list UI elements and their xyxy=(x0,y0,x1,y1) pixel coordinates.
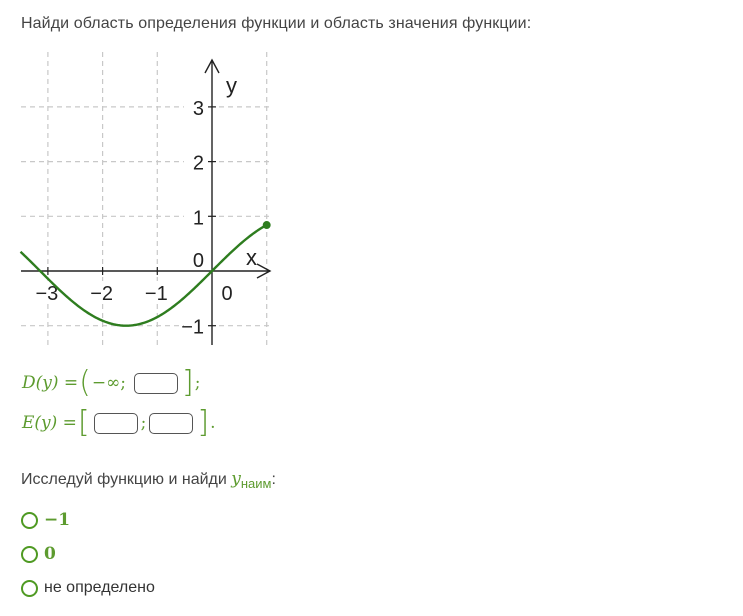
y-tick-label: 0 xyxy=(192,250,204,272)
x-tick-label: −3 xyxy=(35,283,59,305)
x-tick-label: −1 xyxy=(144,283,168,305)
range-open-bracket: [ xyxy=(77,405,90,440)
option-label: 0 xyxy=(44,544,56,564)
domain-formula xyxy=(22,366,200,400)
domain-trail: ; xyxy=(194,373,201,393)
instruction-sub: наим xyxy=(240,476,272,491)
x-tick-label: 0 xyxy=(221,283,233,305)
option-zero[interactable] xyxy=(21,542,56,566)
domain-lhs: D(y) = xyxy=(22,373,79,393)
option-undefined[interactable] xyxy=(21,576,155,600)
y-tick-label: 1 xyxy=(192,207,204,230)
radio-circle-icon[interactable] xyxy=(21,512,38,529)
function-curve xyxy=(21,225,267,326)
domain-neg-inf: −∞; xyxy=(91,373,127,393)
domain-open-paren: ( xyxy=(79,365,91,400)
instruction xyxy=(21,469,276,489)
range-lhs: E(y) = xyxy=(22,413,77,433)
x-axis-label: x xyxy=(246,245,257,270)
option-label: не определено xyxy=(44,579,155,596)
domain-close-bracket: ] xyxy=(182,365,194,400)
y-tick-label: −1 xyxy=(181,316,204,339)
range-separator: ; xyxy=(140,413,147,433)
y-axis-label: y xyxy=(226,73,237,98)
range-formula xyxy=(22,406,216,440)
y-tick-label: 3 xyxy=(192,97,204,120)
radio-circle-icon[interactable] xyxy=(21,546,38,563)
instruction-text: Исследуй функцию и найди xyxy=(21,471,227,488)
question-text: Найди область определения функции и область значения функции: xyxy=(21,15,532,32)
option-label: −1 xyxy=(44,510,71,530)
curve-endpoint xyxy=(263,221,271,229)
range-trail: . xyxy=(210,413,216,433)
instruction-var: y xyxy=(231,469,241,489)
x-tick-label: −2 xyxy=(90,283,114,305)
domain-upper-input[interactable] xyxy=(134,373,178,394)
instruction-colon: : xyxy=(271,471,276,488)
y-tick-label: 2 xyxy=(192,152,204,175)
option-minus-one[interactable] xyxy=(21,508,70,532)
range-upper-input[interactable] xyxy=(149,413,193,434)
range-lower-input[interactable] xyxy=(94,413,138,434)
radio-circle-icon[interactable] xyxy=(21,580,38,597)
range-close-bracket: ] xyxy=(197,405,210,440)
